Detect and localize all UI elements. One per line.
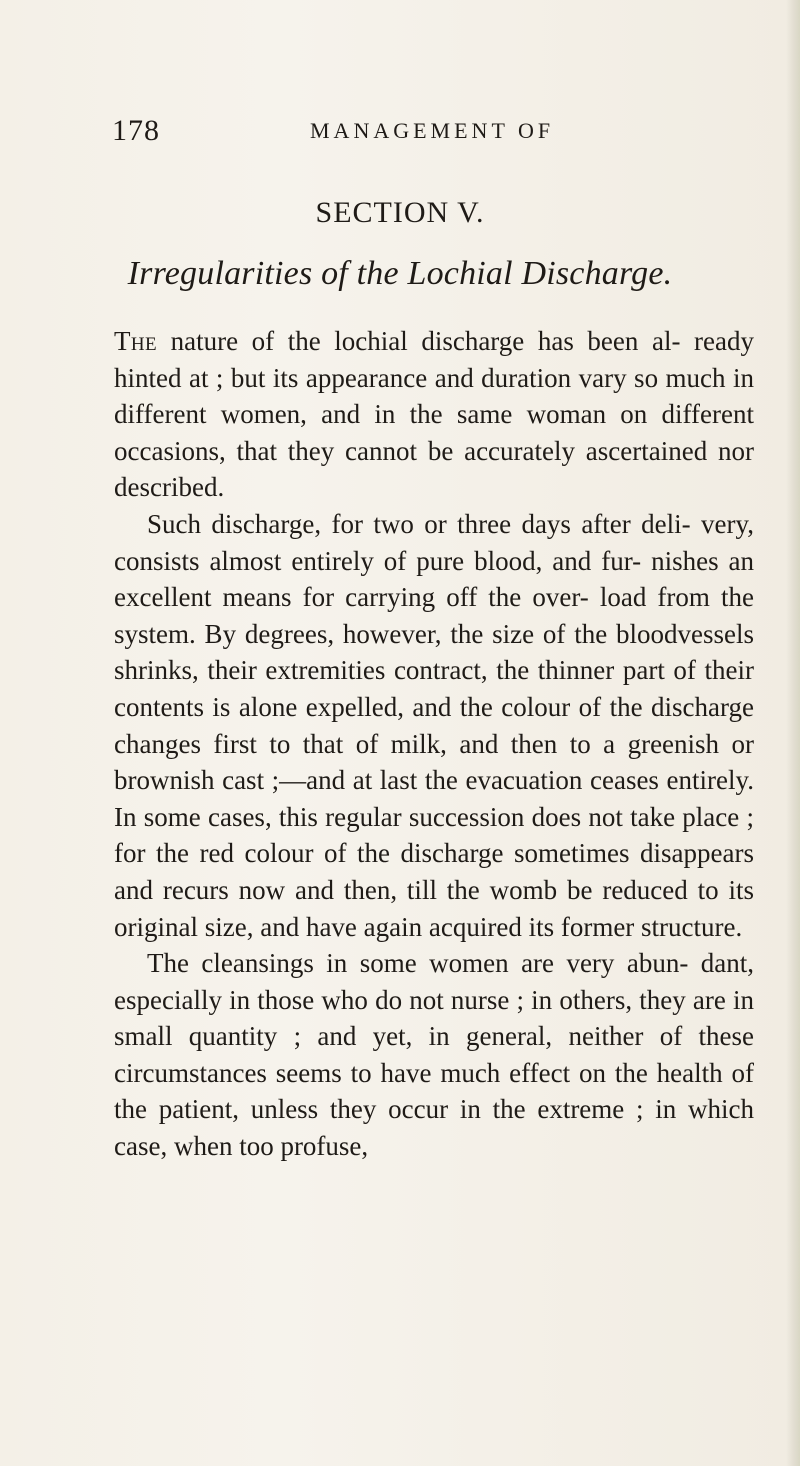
paragraph-1 [114, 323, 754, 506]
paragraph-1-text: nature of the lochial discharge has been al- ready hinted at ; but its appearance and duration vary so much in different women, and in the same woman on different occasions, that they cannot be accurately ascertained nor described. [114, 326, 754, 503]
running-head: MANAGEMENT OF [310, 118, 555, 143]
chapter-title: Irregularities of the Lochial Discharge. [127, 255, 673, 292]
body-text [114, 323, 754, 1165]
section-heading: SECTION V. [315, 196, 485, 229]
page-number: 178 [112, 114, 160, 147]
paragraph-2: Such discharge, for two or three days after deli- very, consists almost entirely of pure blood, and fur- nishes an excellent means for carrying off the over- load from the system. By degrees, however, the size of the bloodvessels shrinks, their extremities contract, the thinner part of their contents is alone expelled, and the colour of the discharge changes first to that of milk, and then to a greenish or brownish cast ;—and at last the evacuation ceases entirely. In some cases, this regular succession does not take place ; for the red colour of the discharge sometimes disappears and recurs now and then, till the womb be reduced to its original size, and have again acquired its former structure. [114, 508, 754, 942]
paragraph-1-lead: The [114, 326, 158, 356]
paragraph-3: The cleansings in some women are very abun- dant, especially in those who do not nurse ; in others, they are in small quantity ; and yet, in general, neither of these circumstances seems to have much effect on the health of the patient, unless they occur in the extreme ; in which case, when too profuse, [114, 948, 754, 1162]
